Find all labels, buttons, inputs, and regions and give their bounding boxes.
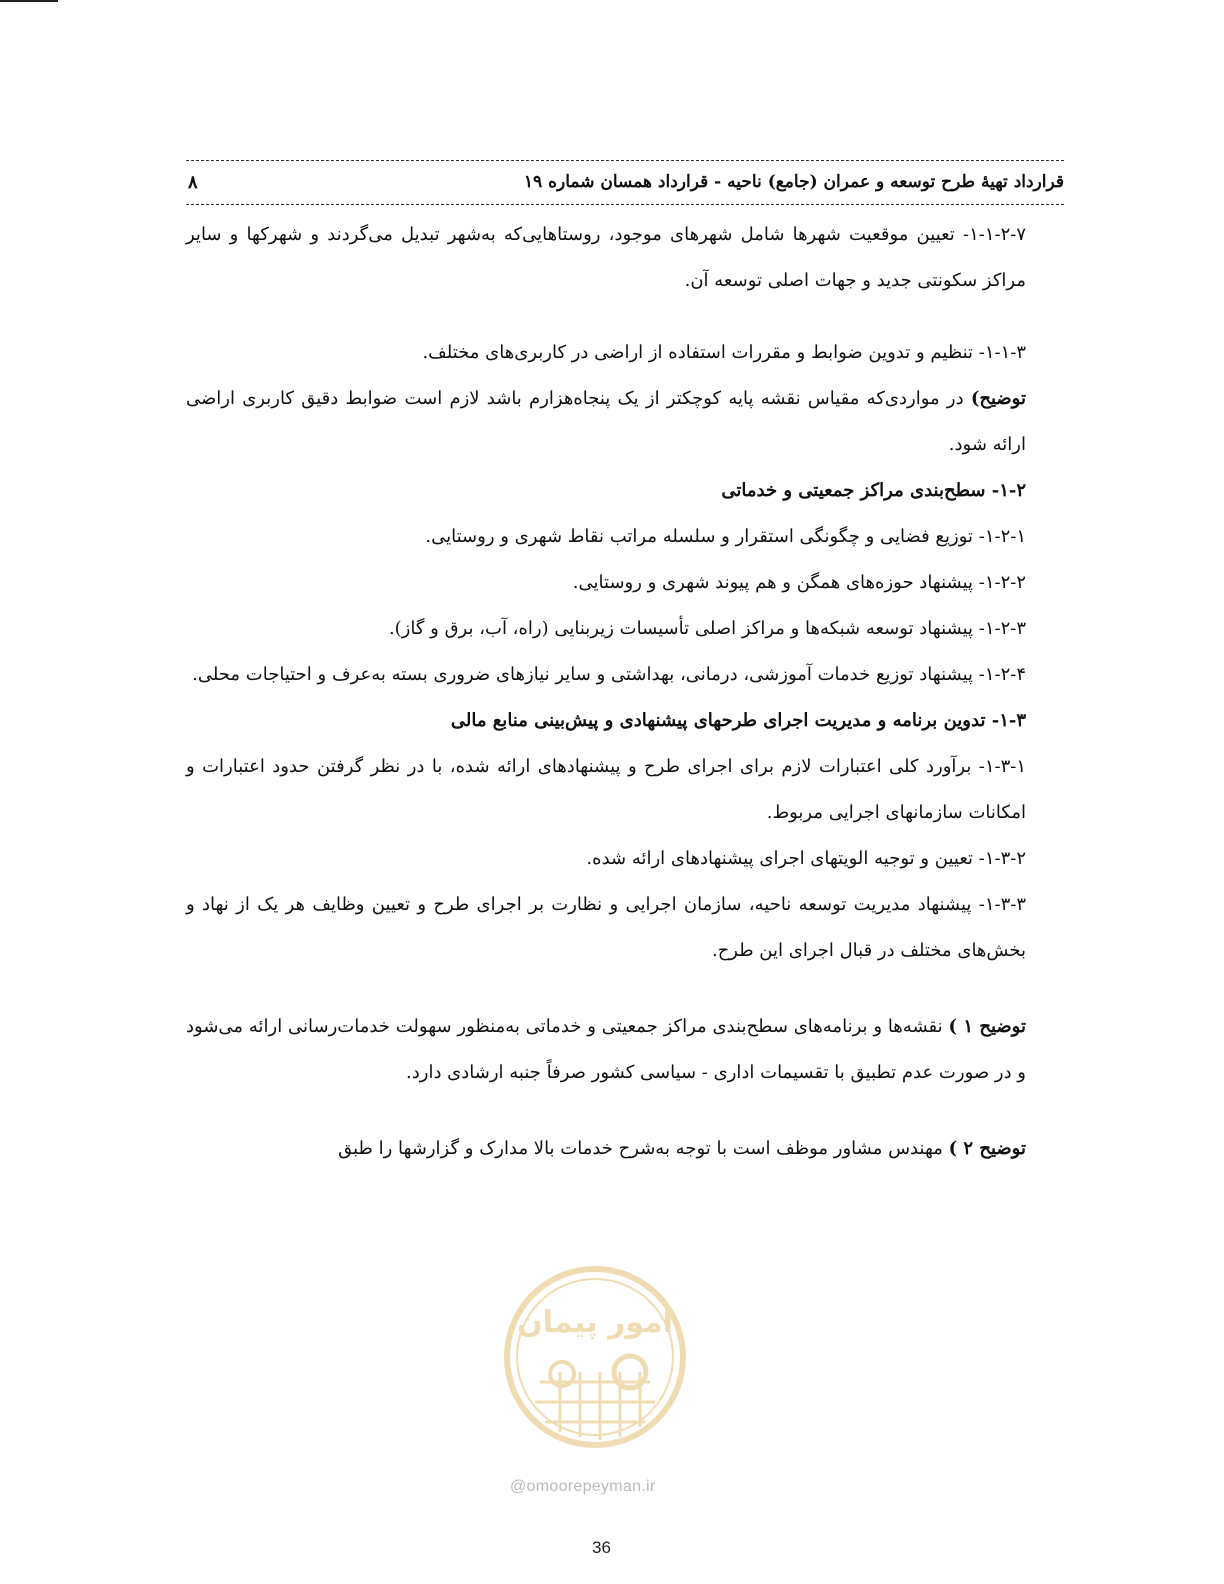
clause-1-2-2: ۱-۲-۲- پیشنهاد حوزه‌های همگن و هم پیوند شهری و روستایی.: [572, 572, 1026, 593]
footer-page-number: 36: [592, 1538, 611, 1557]
note-1-paragraph: [186, 1004, 1026, 1096]
header-title: قرارداد تهیهٔ طرح توسعه و عمران (جامع) ناحیه - قرارداد همسان شماره ۱۹: [523, 172, 1064, 192]
clause-1-3-3: ۱-۳-۳- پیشنهاد مدیریت توسعه ناحیه، سازمان اجرایی و نظارت بر اجرای طرح و تعیین وظایف هر یک از نهاد و بخش‌های مختلف در قبال اجرای این طرح.: [186, 894, 1026, 961]
note-paragraph: [186, 376, 1026, 468]
note-1-text: نقشه‌ها و برنامه‌های سطح‌بندی مراکز جمعیتی و خدماتی به‌منظور سهولت خدمات‌رسانی ارائه می‌شود و در صورت عدم تطبیق با تقسیمات اداری - سیاسی کشور صرفاً جنبه ارشادی دارد.: [186, 1016, 1026, 1083]
clause-1-1-3: ۱-۱-۳- تنظیم و تدوین ضوابط و مقررات استفاده از اراضی در کاربری‌های مختلف.: [422, 342, 1026, 363]
clause-1-1-2-7: ۱-۱-۲-۷- تعیین موقعیت شهرها شامل شهرهای موجود، روستاهایی‌که به‌شهر تبدیل می‌گردند و شهرکها و سایر مراکز سکونتی جدید و جهات اصلی توسعه آن.: [186, 224, 1026, 291]
document-body: [186, 212, 1026, 1172]
note-1-label: توضیح ۱ ): [948, 1016, 1026, 1037]
clause-1-3-1: ۱-۳-۱- برآورد کلی اعتبارات لازم برای اجرای طرح و پیشنهادهای ارائه شده، با در نظر گرفتن حدود اعتبارات و امکانات سازمانهای اجرایی مربوط.: [186, 756, 1026, 823]
note-2-paragraph: [186, 1126, 1026, 1172]
header-top-rule: [186, 160, 1064, 161]
clause-1-2-3: ۱-۲-۳- پیشنهاد توسعه شبکه‌ها و مراکز اصلی تأسیسات زیربنایی (راه، آب، برق و گاز).: [388, 618, 1026, 639]
watermark-inner-ring: [517, 1279, 673, 1435]
note-2-text: مهندس مشاور موظف است با توجه به‌شرح خدمات بالا مدارک و گزارشها را طبق: [338, 1138, 949, 1159]
note-label: توضیح): [970, 388, 1026, 409]
note-text: در مواردی‌که مقیاس نقشه پایه کوچکتر از یک پنجاه‌هزارم باشد لازم است ضوابط دقیق کاربری اراضی ارائه شود.: [186, 388, 1026, 455]
header-bottom-rule: [186, 204, 1064, 205]
watermark-ring: [507, 1269, 683, 1445]
heading-1-2: ۱-۲- سطح‌بندی مراکز جمعیتی و خدماتی: [721, 480, 1026, 501]
watermark-logo: [500, 1262, 690, 1452]
corner-mark: [0, 0, 58, 2]
page-header: [186, 160, 1064, 216]
heading-1-3: ۱-۳- تدوین برنامه و مدیریت اجرای طرحهای پیشنهادی و پیش‌بینی منابع مالی: [450, 710, 1026, 731]
clause-1-3-2: ۱-۳-۲- تعیین و توجیه الویتهای اجرای پیشنهادهای ارائه شده.: [586, 848, 1026, 869]
watermark-logo-text: امور پیمان: [517, 1305, 673, 1340]
note-2-label: توضیح ۲ ): [948, 1138, 1026, 1159]
header-page-number: ۸: [188, 172, 198, 193]
watermark-url: @omoorepeyman.ir: [510, 1478, 656, 1495]
clause-1-2-1: ۱-۲-۱- توزیع فضایی و چگونگی استقرار و سلسله مراتب نقاط شهری و روستایی.: [425, 526, 1026, 547]
clause-1-2-4: ۱-۲-۴- پیشنهاد توزیع خدمات آموزشی، درمانی، بهداشتی و سایر نیازهای ضروری بسته به‌عرف و احتیاجات محلی.: [192, 664, 1026, 685]
